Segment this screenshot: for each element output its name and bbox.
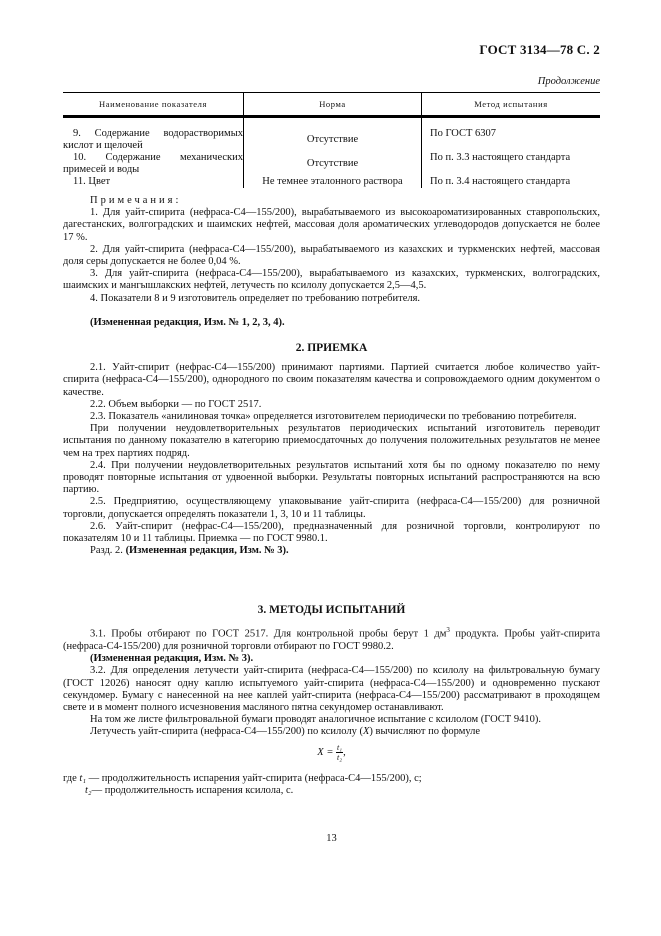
paragraph-2-3-cont: При получении неудовлетворительных результатов периодических испытаний изготовитель переводит испытания по данному показателю в категорию приемосдаточных до получения положительных результатов не менее чем на трех партиях подряд. [63, 423, 600, 459]
cell-norm: Отсутствие [244, 117, 422, 153]
paragraph-2-4: 2.4. При получении неудовлетворительных результатов испытаний хотя бы по одному показателю по нему проводят повторные испытания от удвоенной выборки. Результаты повторных испытаний распространяются на всю партию. [63, 459, 600, 496]
formula-legend-t1: где t₁ — продолжительность испарения уайт-спирита (нефраса-С4—155/200), с; [63, 772, 422, 784]
table-continuation-label: Продолжение [537, 76, 600, 87]
section-2-amendment: Разд. 2. (Измененная редакция, Изм. № 3). [90, 545, 289, 557]
section-2-title: 2. ПРИЕМКА [295, 342, 368, 354]
paragraph-formula-intro: Летучесть уайт-спирита (нефраса-С4—155/200) по ксилолу (X) вычисляют по формуле [90, 726, 481, 738]
table-row [63, 117, 600, 153]
volatility-formula: X = $\frac{\text{t₁}}{\text{t₂}}$ , [317, 742, 346, 762]
section-2 [63, 342, 600, 557]
formula-fraction: $\frac{\text{t₁}}{\text{t₂}}$ [337, 742, 343, 762]
paragraph-2-6: 2.6. Уайт-спирит (нефрас-С4—155/200), предназначенный для розничной торговли, контролируют по показателям 10 и 11 таблицы. Приемка — по ГОСТ 9980.1. [63, 520, 600, 545]
page-number: 13 [326, 833, 337, 844]
table-row [63, 152, 600, 176]
specification-table [63, 92, 600, 188]
column-header-method: Метод испытания [422, 93, 601, 117]
note-item: 3. Для уайт-спирита (нефраса-С4—155/200), вырабатываемого из казахских, туркменских, волгоградских, шаимских и мангышлакских нефтей, летучесть по ксилолу допускается 2,5—4,5. [63, 268, 600, 292]
notes-title: Примечания: [90, 195, 182, 206]
cell-indicator: 10. Содержание механических примесей и воды [63, 152, 243, 175]
note-item: 1. Для уайт-спирита (нефраса-С4—155/200), вырабатываемого из высокоароматизированных ставропольских, дагестанских, волгоградских и шаимских нефтей, массовая доля ароматических углеводородов допускается не более 17 %. [63, 207, 600, 243]
note-item: 2. Для уайт-спирита (нефраса-С4—155/200), вырабатываемого из казахских и туркменских нефтей, массовая доля серы допускается не более 0,04 %. [63, 243, 600, 268]
paragraph-3-2: 3.2. Для определения летучести уайт-спирита (нефраса-С4—155/200) по ксилолу на фильтровальную бумагу (ГОСТ 12026) наносят одну каплю испытуемого уайт-спирита (нефраса-С4—155/200) и одновременно пускают секундомер. Бумагу с нанесенной на нее каплей уайт-спирита (нефраса-С4—155/200) рассматривают в проходящем свете и в момент полного исчезновения масляного пятна секундомер останавливают. [63, 665, 600, 713]
paragraph-2-5: 2.5. Предприятию, осуществляющему упаковывание уайт-спирита (нефраса-С4—155/200) для розничной торговли, допускается определять показатели 1, 3, 10 и 11 таблицы. [63, 496, 600, 520]
column-header-norm: Норма [244, 93, 422, 117]
cell-indicator: 11. Цвет [73, 176, 111, 187]
paragraph-2-2: 2.2. Объем выборки — по ГОСТ 2517. [90, 398, 262, 410]
notes-block [63, 195, 600, 329]
cell-method: По п. 3.4 настоящего стандарта [430, 176, 571, 187]
paragraph-2-1: 2.1. Уайт-спирит (нефрас-С4—155/200) принимают партиями. Партией считается любое количество уайт-спирита (нефраса-С4—155/200), однородного по своим показателям качества и сопровождаемого одним документом о качестве. [63, 362, 600, 398]
column-header-indicator: Наименование показателя [63, 93, 244, 117]
formula-legend-t2: t₂— продолжительность испарения ксилола, с. [85, 784, 294, 796]
section-3-title: 3. МЕТОДЫ ИСПЫТАНИЙ [257, 604, 406, 616]
section-3 [63, 604, 600, 797]
notes-amendment: (Измененная редакция, Изм. № 1, 2, 3, 4). [90, 316, 285, 328]
paragraph-xylene: На том же листе фильтровальной бумаги проводят аналогичное испытание с ксилолом (ГОСТ 9410). [90, 714, 541, 726]
cell-norm: Отсутствие [244, 152, 422, 176]
cell-method: По п. 3.3 настоящего стандарта [430, 152, 571, 163]
paragraph-2-3: 2.3. Показатель «анилиновая точка» определяется изготовителем периодически по требованию потребителя. [90, 411, 577, 423]
cell-norm: Не темнее эталонного раствора [244, 176, 422, 188]
cell-indicator: 9. Содержание водорастворимых кислот и щелочей [63, 128, 243, 151]
paragraph-3-1: 3.1. Пробы отбирают по ГОСТ 2517. Для контрольной пробы берут 1 $дм^3$ продукта. Пробы уайт-спирита (нефраса-С4-155/200) для розничной торговли отбирают по ГОСТ 9980.2. [63, 626, 600, 652]
table-row [63, 176, 600, 188]
table-header-row [63, 93, 600, 117]
cell-method: По ГОСТ 6307 [430, 128, 497, 139]
section-3-amendment: (Измененная редакция, Изм. № 3). [90, 653, 254, 665]
document-header-id: ГОСТ 3134—78 С. 2 [479, 42, 600, 57]
note-item: 4. Показатели 8 и 9 изготовитель определяет по требованию потребителя. [90, 292, 421, 304]
